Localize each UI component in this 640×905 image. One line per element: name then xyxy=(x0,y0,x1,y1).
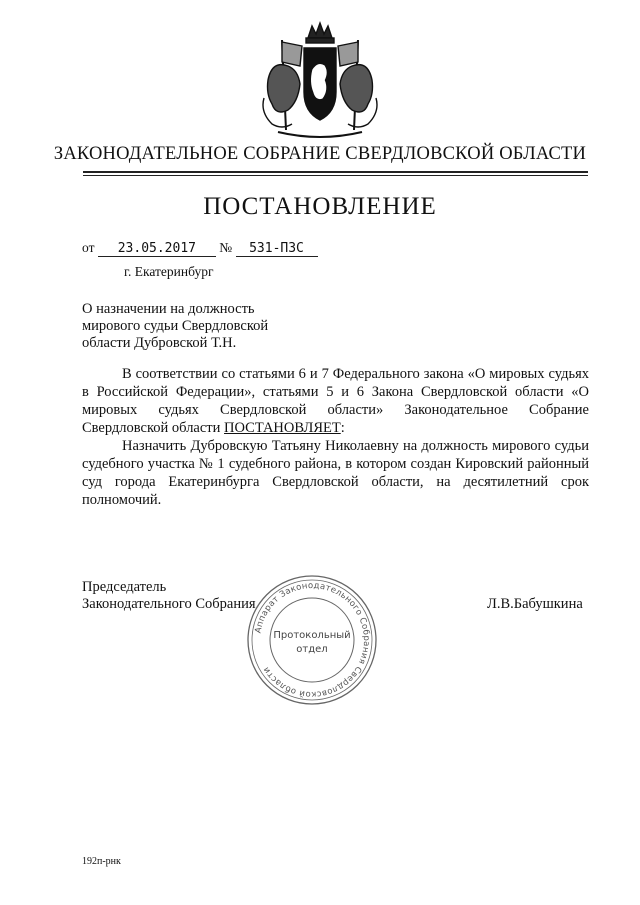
document-title: ПОСТАНОВЛЕНИЕ xyxy=(203,193,437,220)
city: г. Екатеринбург xyxy=(124,264,214,279)
document-number: 531-ПЗС xyxy=(236,242,318,257)
signatory-title xyxy=(82,579,256,613)
subject-line: области Дубровской Т.Н. xyxy=(82,335,237,351)
date-number-line xyxy=(82,240,318,257)
paragraph-punctuation: : xyxy=(340,420,345,436)
signatory-title-line: Законодательного Собрания xyxy=(82,596,256,612)
stamp-inner-line: Протокольный xyxy=(273,630,351,641)
body-paragraph-1 xyxy=(82,365,589,437)
signatory-name: Л.В.Бабушкина xyxy=(487,596,583,612)
document-date: 23.05.2017 xyxy=(98,242,216,257)
document-code: 192п-рнк xyxy=(82,856,121,867)
round-stamp xyxy=(244,572,380,708)
paragraph-text: В соответствии со статьями 6 и 7 Федерального закона «О мировых судьях в Российской Федерации», статьями 5 и 6 Закона Свердловской области «О мировых судьях Свердловской области» Законодательное Собрание Свердловской области xyxy=(82,366,589,436)
header-rule-thin xyxy=(83,175,588,176)
signatory-title-line: Председатель xyxy=(82,579,167,595)
number-label: № xyxy=(219,240,233,255)
stamp-inner-line: отдел xyxy=(296,644,328,655)
coat-of-arms-emblem xyxy=(258,20,382,144)
from-label: от xyxy=(82,240,95,255)
resolution-keyword: ПОСТАНОВЛЯЕТ xyxy=(224,420,341,436)
paragraph-text: Назначить Дубровскую Татьяну Николаевну на должность мирового судьи судебного участка № 1 судебного района, в котором создан Кировский районный суд города Екатеринбурга Свердловской области, на десятилетний срок полномочий. xyxy=(82,438,589,508)
body-paragraph-2 xyxy=(82,437,589,509)
stamp-outer-text: Аппарат Законодательного Собрания Свердловской области xyxy=(253,580,372,700)
document-subject xyxy=(82,301,342,352)
header-rule-thick xyxy=(83,171,588,173)
organization-name: ЗАКОНОДАТЕЛЬНОЕ СОБРАНИЕ СВЕРДЛОВСКОЙ ОБЛАСТИ xyxy=(53,144,587,164)
subject-line: мирового судьи Свердловской xyxy=(82,318,269,334)
subject-line: О назначении на должность xyxy=(82,301,255,317)
